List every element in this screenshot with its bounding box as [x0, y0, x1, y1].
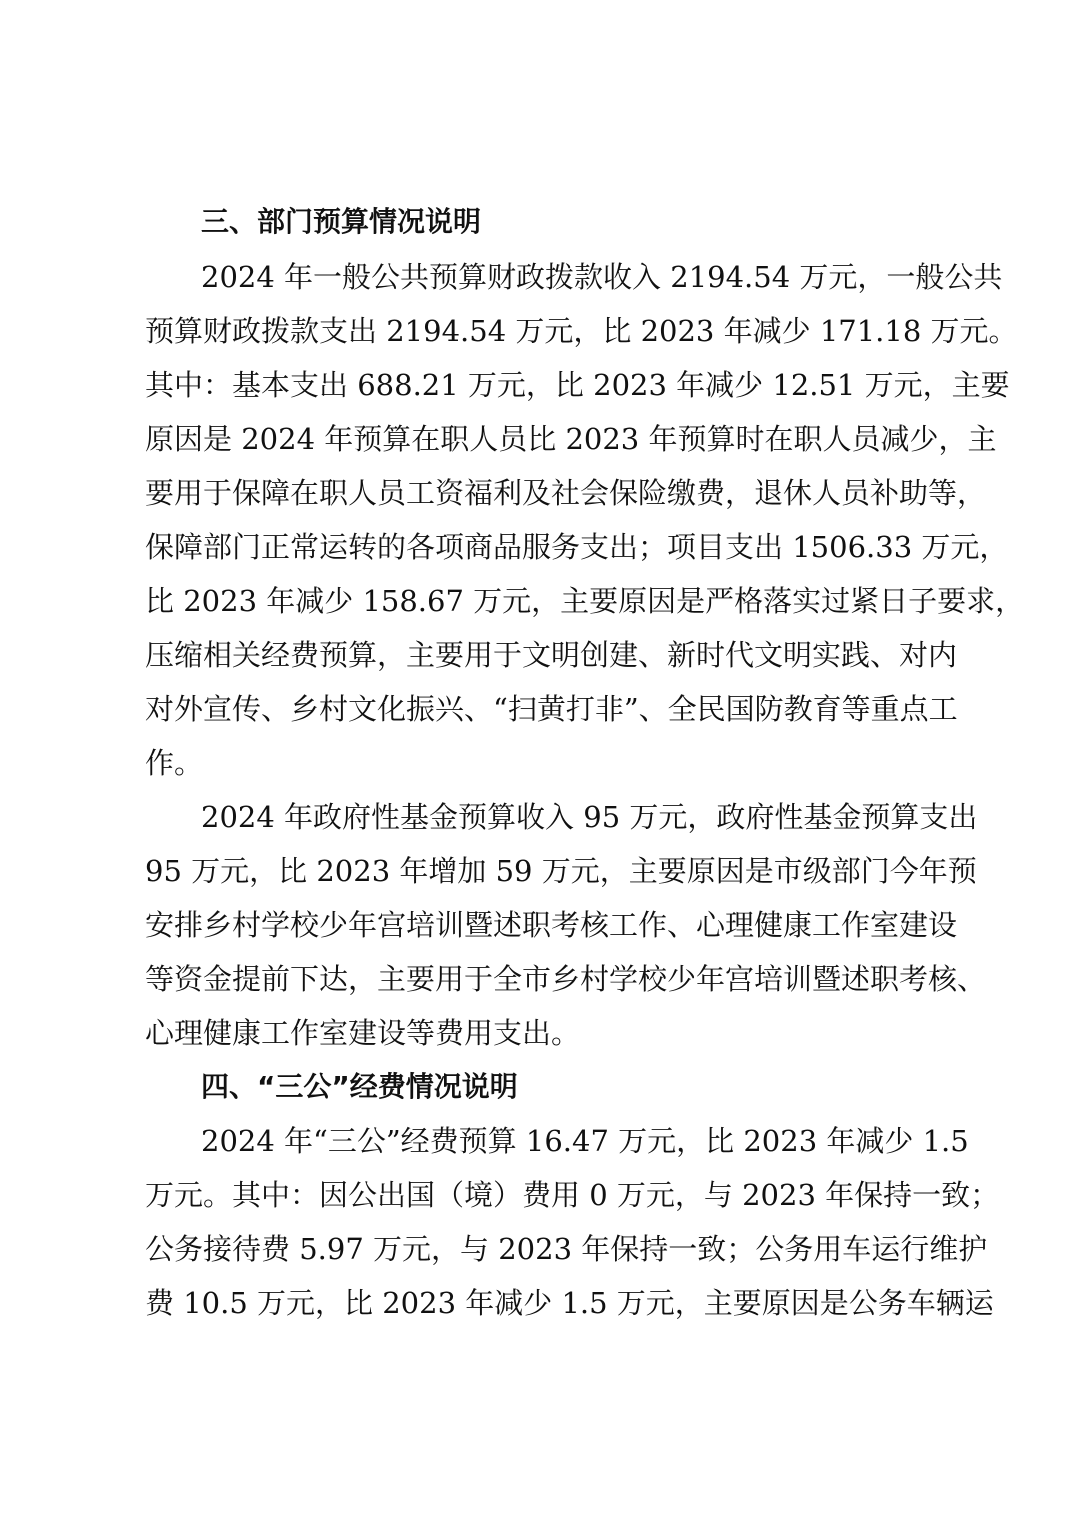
- paragraph-line: 其中：基本支出 688.21 万元，比 2023 年减少 12.51 万元，主要: [145, 368, 1010, 402]
- paragraph-line: 保障部门正常运转的各项商品服务支出；项目支出 1506.33 万元，: [145, 530, 1009, 564]
- paragraph-line: 作。: [145, 746, 204, 780]
- paragraph-line: 公务接待费 5.97 万元，与 2023 年保持一致；公务用车运行维护: [145, 1232, 988, 1266]
- paragraph-line: 预算财政拨款支出 2194.54 万元，比 2023 年减少 171.18 万元。: [145, 314, 1018, 348]
- paragraph-line: 2024 年“三公”经费预算 16.47 万元，比 2023 年减少 1.5: [201, 1124, 969, 1158]
- paragraph-line: 安排乡村学校少年宫培训暨述职考核工作、心理健康工作室建设: [145, 908, 958, 942]
- paragraph-line: 2024 年一般公共预算财政拨款收入 2194.54 万元，一般公共: [201, 260, 1003, 294]
- paragraph-line: 2024 年政府性基金预算收入 95 万元，政府性基金预算支出: [201, 800, 978, 834]
- paragraph-line: 心理健康工作室建设等费用支出。: [145, 1016, 581, 1050]
- paragraph-line: 费 10.5 万元，比 2023 年减少 1.5 万元，主要原因是公务车辆运: [145, 1286, 994, 1320]
- section-heading-three-public: 四、“三公”经费情况说明: [201, 1070, 518, 1103]
- paragraph-line: 压缩相关经费预算，主要用于文明创建、新时代文明实践、对内: [145, 638, 958, 672]
- paragraph-line: 95 万元，比 2023 年增加 59 万元，主要原因是市级部门今年预: [145, 854, 977, 888]
- paragraph-line: 要用于保障在职人员工资福利及社会保险缴费，退休人员补助等，: [145, 476, 987, 510]
- paragraph-line: 等资金提前下达，主要用于全市乡村学校少年宫培训暨述职考核、: [145, 962, 987, 996]
- paragraph-line: 万元。其中：因公出国（境）费用 0 万元，与 2023 年保持一致；: [145, 1178, 1000, 1212]
- section-heading-budget: 三、部门预算情况说明: [201, 205, 482, 238]
- paragraph-line: 原因是 2024 年预算在职人员比 2023 年预算时在职人员减少，主: [145, 422, 997, 456]
- paragraph-line: 对外宣传、乡村文化振兴、“扫黄打非”、全民国防教育等重点工: [145, 692, 958, 726]
- paragraph-line: 比 2023 年减少 158.67 万元，主要原因是严格落实过紧日子要求，: [145, 584, 1025, 618]
